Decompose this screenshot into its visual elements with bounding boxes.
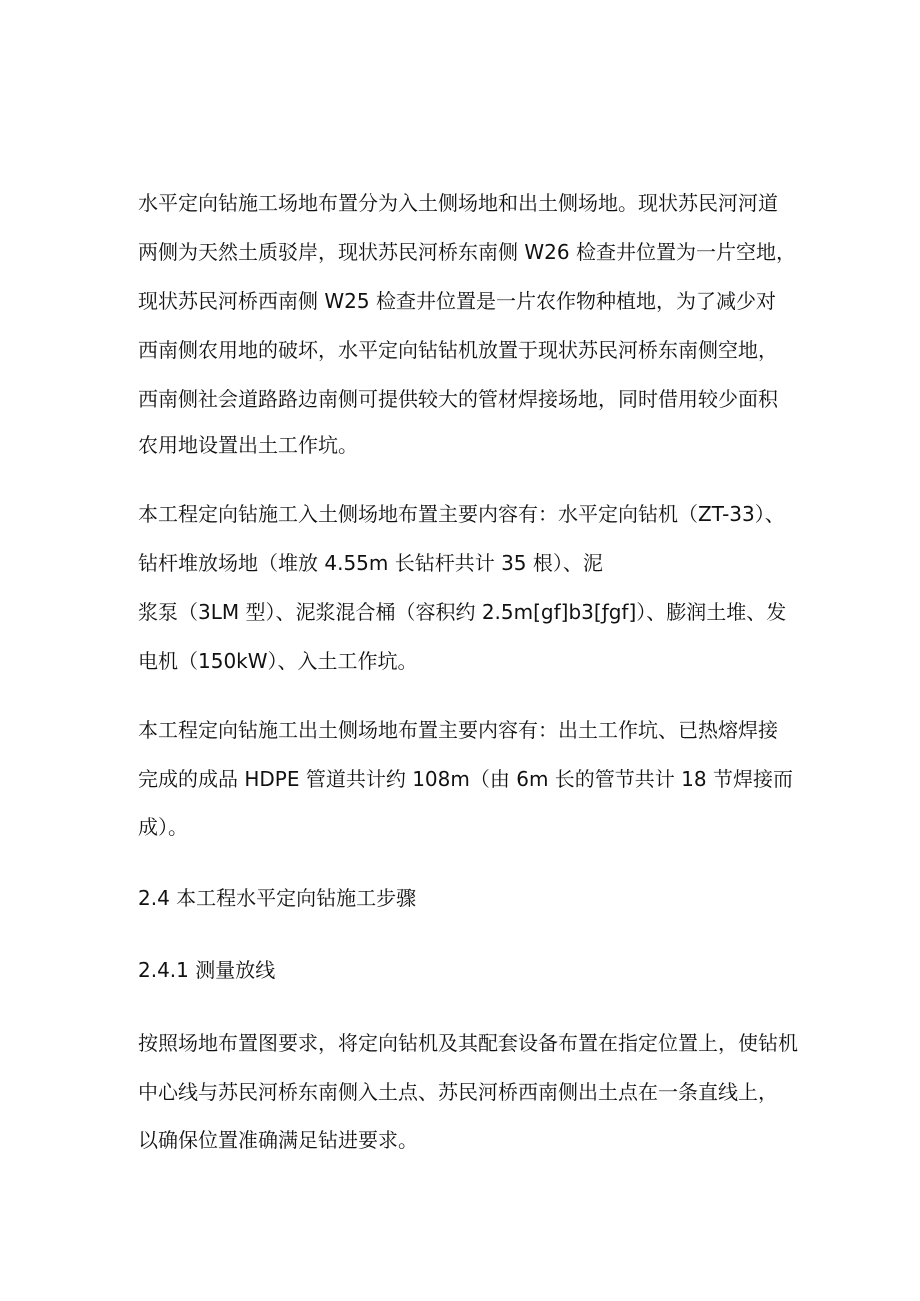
paragraph-1-line-1: 水平定向钻施工场地布置分为入土侧场地和出土侧场地。现状苏民河河道 <box>138 191 778 215</box>
final-paragraph-line-3: 以确保位置准确满足钻进要求。 <box>138 1128 418 1152</box>
final-paragraph-line-2: 中心线与苏民河桥东南侧入土点、苏民河桥西南侧出土点在一条直线上， <box>138 1080 778 1104</box>
paragraph-2-line-2: 钻杆堆放场地（堆放 4.55m 长钻杆共计 35 根）、泥 <box>138 551 603 575</box>
subsection-heading: 2.4.1 测量放线 <box>138 958 276 982</box>
paragraph-2-line-3: 浆泵（3LM 型）、泥浆混合桶（容积约 2.5m[gf]b3[ƒgf]）、膨润土堆、发 <box>138 600 787 624</box>
section-heading: 2.4 本工程水平定向钻施工步骤 <box>138 886 417 910</box>
paragraph-1-line-5: 西南侧社会道路路边南侧可提供较大的管材焊接场地，同时借用较少面积 <box>138 387 778 411</box>
paragraph-1-line-4: 西南侧农用地的破坏，水平定向钻钻机放置于现状苏民河桥东南侧空地， <box>138 338 778 362</box>
paragraph-3-line-3: 成）。 <box>138 815 188 839</box>
paragraph-1-line-6: 农用地设置出土工作坑。 <box>138 433 358 457</box>
paragraph-2-line-1: 本工程定向钻施工入土侧场地布置主要内容有：水平定向钻机（ZT-33）、 <box>138 502 785 526</box>
paragraph-2-line-4: 电机（150kW）、入土工作坑。 <box>138 649 418 673</box>
paragraph-1-line-2: 两侧为天然土质驳岸，现状苏民河桥东南侧 W26 检查井位置为一片空地， <box>138 240 796 264</box>
paragraph-1-line-3: 现状苏民河桥西南侧 W25 检查井位置是一片农作物种植地，为了减少对 <box>138 289 776 313</box>
final-paragraph-line-1: 按照场地布置图要求，将定向钻机及其配套设备布置在指定位置上，使钻机 <box>138 1031 798 1055</box>
paragraph-3-line-1: 本工程定向钻施工出土侧场地布置主要内容有：出土工作坑、已热熔焊接 <box>138 718 778 742</box>
paragraph-3-line-2: 完成的成品 HDPE 管道共计约 108m（由 6m 长的管节共计 18 节焊接而 <box>138 767 793 791</box>
